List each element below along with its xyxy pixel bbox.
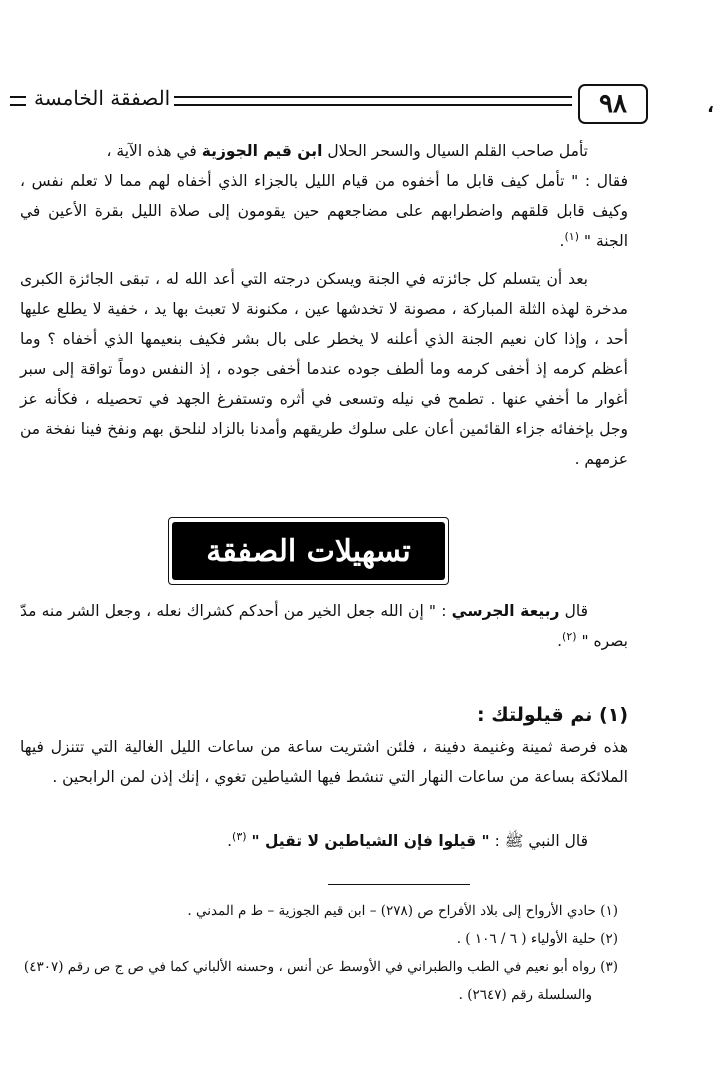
paragraph-1-intro: تأمل صاحب القلم السيال والسحر الحلال bbox=[322, 142, 588, 160]
margin-mark: ، bbox=[707, 96, 714, 117]
section-title-banner bbox=[168, 517, 449, 585]
footnote-ref-3: (٣) bbox=[232, 829, 247, 843]
chapter-title: الصفقة الخامسة bbox=[30, 86, 174, 110]
hadith-quote: " قيلوا فإن الشياطين لا تقيل " bbox=[251, 832, 490, 850]
paragraph-3-quote: : " إن الله جعل الخير من أحدكم كشراك نعله ، وجعل الشر منه مدّ بصره " bbox=[20, 602, 628, 650]
header-rule-end bbox=[10, 96, 26, 106]
footnote-1: (١) حادي الأرواح إلى بلاد الأفراح ص (٢٧٨) – ابن قيم الجوزية – ط م المدني . bbox=[187, 903, 618, 919]
footnote-ref-2: (٢) bbox=[562, 629, 577, 643]
paragraph-5 bbox=[20, 826, 628, 856]
footnote-separator bbox=[328, 884, 470, 885]
subheading bbox=[20, 700, 628, 730]
footnote-3: (٣) رواه أبو نعيم في الطب والطبراني في الأوسط عن أنس ، وحسنه الألباني كما في ص ج ص رقم (٤٣٠٧) bbox=[23, 959, 618, 975]
footnote-2: (٢) حلية الأولياء ( ٦ / ١٠٦ ) . bbox=[456, 931, 618, 947]
paragraph-1-quote: فقال : " تأمل كيف قابل ما أخفوه من قيام الليل بالجزاء الذي أخفاه لهم مما لا تعلم نفس ، وكيف قابل قلقهم واضطرابهم على مضاجعهم حين يقومون إلى صلاة الليل بقرة الأعين في الجنة " bbox=[20, 172, 628, 250]
subheading-label: نم قيلولتك bbox=[491, 704, 593, 726]
subheading-colon: : bbox=[477, 704, 485, 726]
paragraph-3-intro: قال bbox=[559, 602, 588, 620]
paragraph-2-text: بعد أن يتسلم كل جائزته في الجنة ويسكن درجته التي أعد الله له ، تبقى الجائزة الكبرى مدخرة لهذه الثلة المباركة ، مصونة لا تخدشها عين ، مكنونة لا تعبث بها يد ، خفية لا يطلع عليها أحد ، وإذا كان نعيم الجنة الذي أعلنه لا يخطر على بال بشر فكيف بنعيمها الذي أخفاه ؟ وما أعظم كرمه إذ أخفى كرمه وما ألطف جوده عندما أخفى جوده ، إذ النفس دوماً تواقة إلى سبر أغوار ما أخفي عنها . تطمح في نيله وتسعى في أثره وتستفرغ الجهد في تحصيله ، فكأنه عز وجل بإخفائه جزاء القائمين أعان على سلوك طريقهم وأمدنا بالزاد لنلحق بهم ونفخ فينا نفخة من عزمهم . bbox=[20, 270, 628, 468]
footnote-3-continued: والسلسلة رقم (٢٦٤٧) . bbox=[458, 987, 592, 1003]
page-number: ٩٨ bbox=[578, 84, 648, 124]
paragraph-2 bbox=[20, 264, 628, 474]
subheading-number: (١) bbox=[599, 704, 628, 726]
paragraph-4 bbox=[20, 732, 628, 792]
speaker-name: ربيعة الجرسي bbox=[451, 602, 560, 620]
paragraph-3-end: . bbox=[557, 632, 563, 650]
footnote-ref-1: (١) bbox=[564, 229, 579, 243]
paragraph-1-end: . bbox=[559, 232, 565, 250]
paragraph-5-end: . bbox=[227, 832, 233, 850]
paragraph-1-intro-end: في هذه الآية ، bbox=[106, 142, 202, 160]
paragraph-4-text: هذه فرصة ثمينة وغنيمة دفينة ، فلئن اشتريت ساعة من ساعات الليل الغالية التي تتنزل فيها الملائكة بساعة من ساعات النهار التي تنشط فيها الشياطين تغوي ، إنك إذن لمن الرابحين . bbox=[20, 738, 628, 786]
footnotes bbox=[20, 897, 618, 1009]
paragraph-5-intro: قال النبي ﷺ : bbox=[489, 832, 588, 850]
page-header bbox=[10, 84, 648, 124]
author-name: ابن قيم الجوزية bbox=[201, 142, 323, 160]
paragraph-3 bbox=[20, 596, 628, 656]
paragraph-1 bbox=[20, 136, 628, 256]
section-title: تسهيلات الصفقة bbox=[172, 522, 445, 580]
